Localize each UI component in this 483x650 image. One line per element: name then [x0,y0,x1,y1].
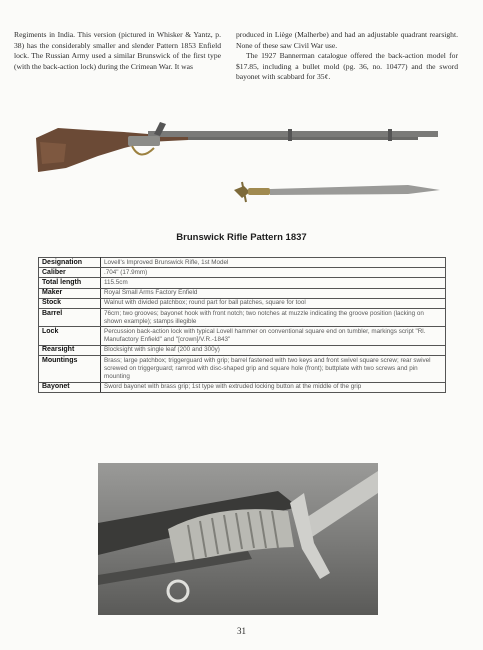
table-row [39,258,446,268]
row-value: Percussion back-action lock with typical Lovell hammer on conventional square end on tumbler, markings script "Rl. Manufactory Enfield" and "[crown]/V.R.-1843" [101,327,446,345]
row-label: Caliber [39,268,101,278]
bayonet-grip-image [98,463,378,615]
row-label: Total length [39,278,101,288]
row-label: Stock [39,298,101,308]
table-row [39,278,446,288]
row-value: 76cm; two grooves; bayonet hook with front notch; two notches at muzzle indicating the groove position (lacking on shown example); stamps illegible [101,309,446,327]
page-number: 31 [237,626,246,636]
table-title: Brunswick Rifle Pattern 1837 [176,232,307,243]
table-row [39,298,446,308]
row-value: 115.5cm [101,278,446,288]
row-value: Brass; large patchbox; triggerguard with grip; barrel fastened with two keys and front swivel square screw; rear swivel screwed on triggerguard; ramrod with disc-shaped grip and square hole (front); buttplate with two screws and pin mounting [101,356,446,383]
right-paragraph-2: The 1927 Bannerman catalogue offered the back-action model for $17.85, including a bullet mold (pg. 36, no. 10477) and the sword bayonet with scabbard for 35¢. [236,51,458,82]
table-row [39,356,446,383]
row-value: Lovell's Improved Brunswick Rifle, 1st Model [101,258,446,268]
spec-table [38,257,446,393]
row-value: Royal Small Arms Factory Enfield [101,288,446,298]
table-row [39,382,446,392]
left-text-column [14,30,221,72]
row-value: Sword bayonet with brass grip; 1st type with extruded locking button at the middle of the grip [101,382,446,392]
row-label: Designation [39,258,101,268]
left-paragraph: Regiments in India. This version (pictured in Whisker & Yantz, p. 38) has the considerably smaller and slender Pattern 1853 Enfield lock. The Russian Army used a similar Brunswick of the first type (with the back-action lock) during the Crimean War. It was [14,30,221,71]
table-row [39,327,446,345]
row-value: .704" (17.9mm) [101,268,446,278]
table-row [39,268,446,278]
row-label: Maker [39,288,101,298]
table-row [39,309,446,327]
table-row [39,288,446,298]
bayonet-closeup-photo [98,463,378,615]
row-label: Mountings [39,356,101,383]
row-label: Bayonet [39,382,101,392]
row-value: Blocksight with single leaf (200 and 300y) [101,345,446,355]
bayonet-image [234,182,440,202]
table-row [39,345,446,355]
row-value: Walnut with divided patchbox; round part for ball patches, square for tool [101,298,446,308]
rifle-and-bayonet-illustration [28,112,448,212]
row-label: Rearsight [39,345,101,355]
row-label: Barrel [39,309,101,327]
right-paragraph-1: produced in Liège (Malherbe) and had an adjustable quadrant rearsight. None of these saw Civil War use. [236,30,458,50]
row-label: Lock [39,327,101,345]
rifle-image [28,112,448,212]
right-text-column [236,30,458,83]
